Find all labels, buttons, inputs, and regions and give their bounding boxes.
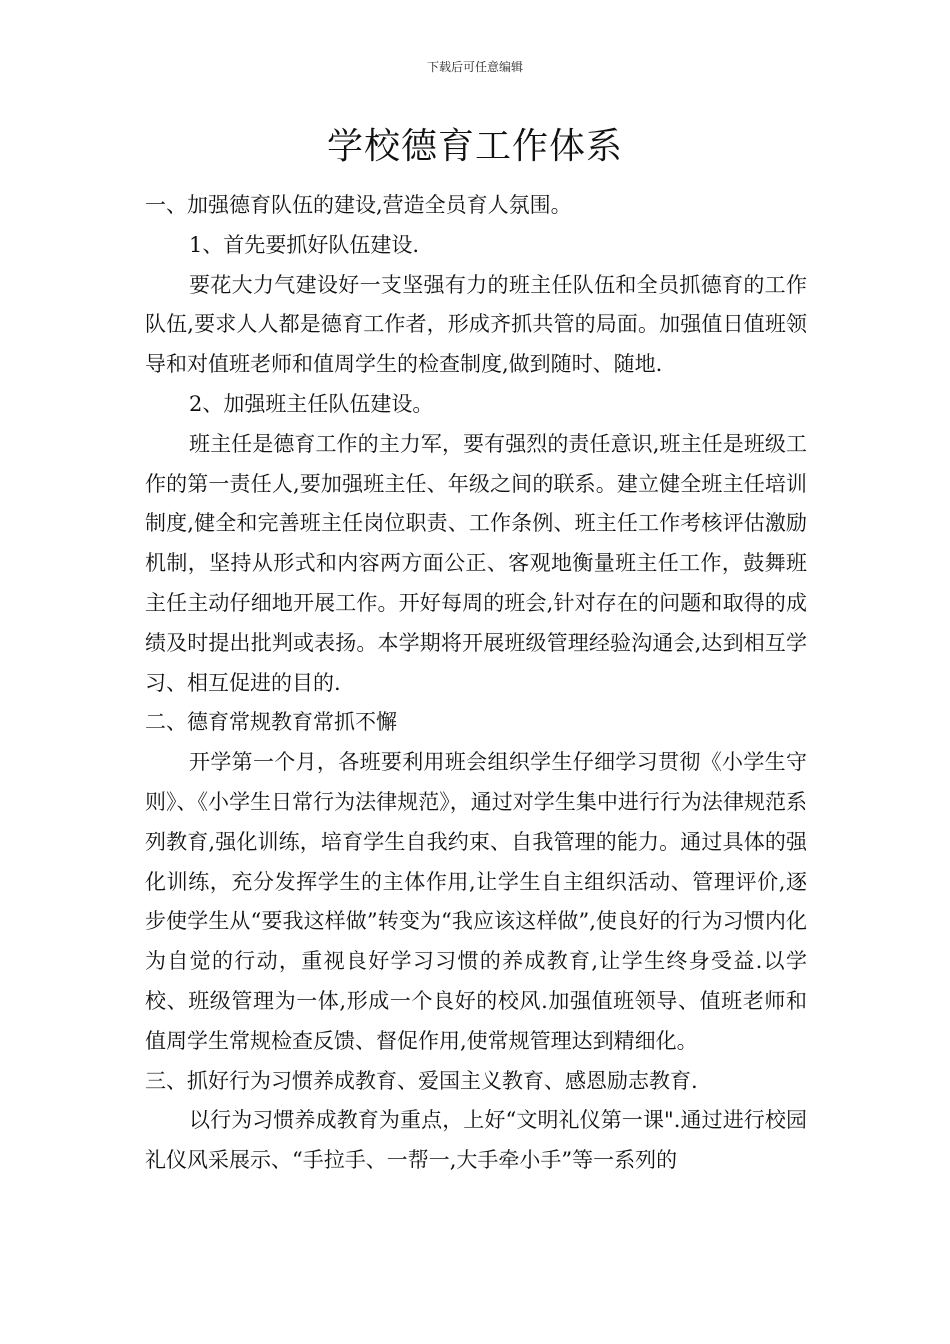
section-heading-2: 二、德育常规教育常抓不懈: [145, 710, 397, 735]
body-paragraph: 要花大力气建设好一支坚强有力的班主任队伍和全员抓德育的工作队伍,要求人人都是德育工作者，形成齐抓共管的局面。加强值日值班领导和对值班老师和值周学生的检查制度,做到随时、随地.: [145, 272, 807, 377]
body-paragraph: 班主任是德育工作的主力军，要有强烈的责任意识,班主任是班级工作的第一责任人,要加强班主任、年级之间的联系。建立健全班主任培训制度,健全和完善班主任岗位职责、工作条例、班主任工作考核评估激励机制，坚持从形式和内容两方面公正、客观地衡量班主任工作，鼓舞班主任主动仔细地开展工作。开好每周的班会,针对存在的问题和取得的成绩及时提出批判或表扬。本学期将开展班级管理经验沟通会,达到相互学习、相互促进的目的.: [145, 431, 807, 695]
subsection-heading-2: 2、加强班主任队伍建设。: [189, 391, 434, 416]
body-paragraph: 以行为习惯养成教育为重点，上好“文明礼仪第一课".通过进行校园礼仪风采展示、“手拉手、一帮一,大手牵小手”等一系列的: [145, 1108, 807, 1173]
section-heading-1: 一、加强德育队伍的建设,营造全员育人氛围。: [145, 193, 572, 217]
document-body: [145, 186, 807, 1181]
subsection-heading-1: 1、首先要抓好队伍建设.: [189, 232, 420, 257]
document-title: 学校德育工作体系: [326, 126, 623, 167]
body-paragraph: 开学第一个月，各班要利用班会组织学生仔细学习贯彻《小学生守则》、《小学生日常行为法律规范》，通过对学生集中进行行为法律规范系列教育,强化训练，培育学生自我约束、自我管理的能力。通过具体的强化训练，充分发挥学生的主体作用,让学生自主组织活动、管理评价,逐步使学生从“要我这样做”转变为“我应该这样做”,使良好的行为习惯内化为自觉的行动，重视良好学习习惯的养成教育,让学生终身受益.以学校、班级管理为一体,形成一个良好的校风.加强值班领导、值班老师和值周学生常规检查反馈、督促作用,使常规管理达到精细化。: [145, 750, 807, 1053]
header-note: 下载后可任意编辑: [426, 60, 523, 74]
section-heading-3: 三、抓好行为习惯养成教育、爱国主义教育、感恩励志教育.: [145, 1068, 698, 1093]
